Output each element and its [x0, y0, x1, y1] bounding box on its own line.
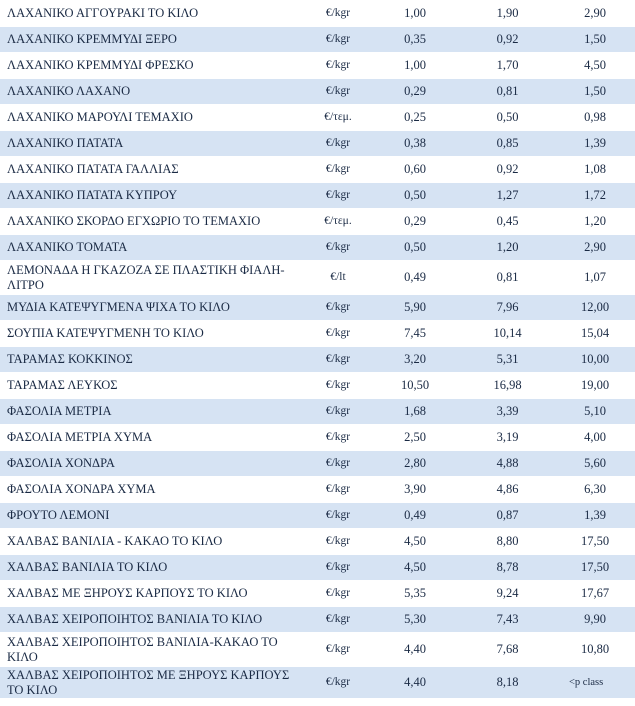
cell-max: 12,00 — [555, 295, 635, 321]
cell-name: ΤΑΡΑΜΑΣ ΛΕΥΚΟΣ — [0, 373, 306, 399]
cell-avg: 0,45 — [460, 209, 555, 235]
cell-name: ΛΑΧΑΝΙΚΟ ΠΑΤΑΤΑ — [0, 131, 306, 157]
cell-avg: 0,87 — [460, 503, 555, 529]
table-row — [0, 1, 635, 27]
table-row — [0, 295, 635, 321]
cell-name: ΧΑΛΒΑΣ ΜΕ ΞΗΡΟΥΣ ΚΑΡΠΟΥΣ ΤΟ ΚΙΛΟ — [0, 581, 306, 607]
cell-avg: 0,92 — [460, 27, 555, 53]
cell-unit: €/τεμ. — [306, 105, 370, 131]
cell-max: 2,90 — [555, 1, 635, 27]
cell-max: 1,72 — [555, 183, 635, 209]
cell-min: 1,00 — [370, 53, 460, 79]
cell-avg: 4,86 — [460, 477, 555, 503]
cell-max: 1,08 — [555, 157, 635, 183]
cell-max: 6,30 — [555, 477, 635, 503]
cell-name: ΤΑΡΑΜΑΣ ΚΟΚΚΙΝΟΣ — [0, 347, 306, 373]
table-row — [0, 347, 635, 373]
cell-name: ΛΑΧΑΝΙΚΟ ΠΑΤΑΤΑ ΚΥΠΡΟΥ — [0, 183, 306, 209]
cell-avg: 5,31 — [460, 347, 555, 373]
cell-unit: €/kgr — [306, 183, 370, 209]
cell-avg: 1,90 — [460, 1, 555, 27]
cell-min: 5,30 — [370, 607, 460, 633]
cell-min: 4,40 — [370, 633, 460, 667]
cell-name: ΧΑΛΒΑΣ ΧΕΙΡΟΠΟΙΗΤΟΣ ΒΑΝΙΛΙΑ ΤΟ ΚΙΛΟ — [0, 607, 306, 633]
cell-min: 0,38 — [370, 131, 460, 157]
cell-name: ΧΑΛΒΑΣ ΧΕΙΡΟΠΟΙΗΤΟΣ ΜΕ ΞΗΡΟΥΣ ΚΑΡΠΟΥΣ ΤΟ ΚΙΛΟ — [0, 667, 306, 699]
cell-min: 0,29 — [370, 79, 460, 105]
cell-name: ΛΕΜΟΝΑΔΑ Η ΓΚΑΖΟΖΑ ΣΕ ΠΛΑΣΤΙΚΗ ΦΙΑΛΗ-ΛΙΤΡΟ — [0, 261, 306, 295]
cell-name: ΛΑΧΑΝΙΚΟ ΤΟΜΑΤΑ — [0, 235, 306, 261]
cell-avg: 0,81 — [460, 79, 555, 105]
cell-name: ΛΑΧΑΝΙΚΟ ΜΑΡΟΥΛΙ ΤΕΜΑΧΙΟ — [0, 105, 306, 131]
cell-max: 9,90 — [555, 607, 635, 633]
cell-name: ΛΑΧΑΝΙΚΟ ΚΡΕΜΜΥΔΙ ΦΡΕΣΚΟ — [0, 53, 306, 79]
table-row — [0, 425, 635, 451]
cell-min: 4,40 — [370, 667, 460, 699]
cell-avg: 3,39 — [460, 399, 555, 425]
cell-avg: 7,96 — [460, 295, 555, 321]
cell-max: 4,00 — [555, 425, 635, 451]
cell-name: ΦΑΣΟΛΙΑ ΧΟΝΔΡΑ ΧΥΜΑ — [0, 477, 306, 503]
cell-avg: 1,70 — [460, 53, 555, 79]
cell-max: 10,80 — [555, 633, 635, 667]
cell-unit: €/kgr — [306, 235, 370, 261]
cell-name: ΛΑΧΑΝΙΚΟ ΠΑΤΑΤΑ ΓΑΛΛΙΑΣ — [0, 157, 306, 183]
cell-unit: €/kgr — [306, 607, 370, 633]
cell-min: 7,45 — [370, 321, 460, 347]
cell-unit: €/kgr — [306, 157, 370, 183]
cell-min: 2,50 — [370, 425, 460, 451]
cell-name: ΧΑΛΒΑΣ ΒΑΝΙΛΙΑ - ΚΑΚΑΟ ΤΟ ΚΙΛΟ — [0, 529, 306, 555]
cell-max: 15,04 — [555, 321, 635, 347]
cell-name: ΧΑΛΒΑΣ ΒΑΝΙΛΙΑ ΤΟ ΚΙΛΟ — [0, 555, 306, 581]
cell-name: ΦΑΣΟΛΙΑ ΜΕΤΡΙΑ ΧΥΜΑ — [0, 425, 306, 451]
table-row — [0, 183, 635, 209]
cell-avg: 8,18 — [460, 667, 555, 699]
table-row — [0, 607, 635, 633]
cell-avg: 0,85 — [460, 131, 555, 157]
cell-unit: €/kgr — [306, 347, 370, 373]
cell-min: 0,35 — [370, 27, 460, 53]
cell-min: 0,25 — [370, 105, 460, 131]
cell-name: ΣΟΥΠΙΑ ΚΑΤΕΨΥΓΜΕΝΗ ΤΟ ΚΙΛΟ — [0, 321, 306, 347]
cell-max: 1,20 — [555, 209, 635, 235]
cell-min: 1,68 — [370, 399, 460, 425]
cell-min: 0,49 — [370, 261, 460, 295]
table-row — [0, 373, 635, 399]
table-row — [0, 79, 635, 105]
cell-min: 5,35 — [370, 581, 460, 607]
table-row — [0, 633, 635, 667]
cell-avg: 9,24 — [460, 581, 555, 607]
cell-unit: €/kgr — [306, 321, 370, 347]
cell-min: 4,50 — [370, 529, 460, 555]
cell-unit: €/kgr — [306, 399, 370, 425]
cell-avg: 10,14 — [460, 321, 555, 347]
cell-min: 5,90 — [370, 295, 460, 321]
cell-unit: €/kgr — [306, 27, 370, 53]
cell-max: 1,39 — [555, 131, 635, 157]
table-row — [0, 53, 635, 79]
cell-min: 1,00 — [370, 1, 460, 27]
cell-max: 19,00 — [555, 373, 635, 399]
table-row — [0, 503, 635, 529]
table-row — [0, 667, 635, 699]
cell-max: 17,50 — [555, 529, 635, 555]
cell-name: ΧΑΛΒΑΣ ΧΕΙΡΟΠΟΙΗΤΟΣ ΒΑΝΙΛΙΑ-ΚΑΚΑΟ ΤΟ ΚΙΛΟ — [0, 633, 306, 667]
table-row — [0, 131, 635, 157]
cell-unit: €/kgr — [306, 53, 370, 79]
cell-name: ΦΡΟΥΤΟ ΛΕΜΟΝΙ — [0, 503, 306, 529]
cell-avg: 16,98 — [460, 373, 555, 399]
cell-unit: €/kgr — [306, 477, 370, 503]
cell-max: 10,00 — [555, 347, 635, 373]
cell-avg: 8,78 — [460, 555, 555, 581]
table-row — [0, 451, 635, 477]
cell-name: ΜΥΔΙΑ ΚΑΤΕΨΥΓΜΕΝΑ ΨΙΧΑ ΤΟ ΚΙΛΟ — [0, 295, 306, 321]
cell-max: 1,39 — [555, 503, 635, 529]
cell-max: 1,07 — [555, 261, 635, 295]
table-row — [0, 105, 635, 131]
table-row — [0, 261, 635, 295]
table-row — [0, 209, 635, 235]
cell-min: 3,90 — [370, 477, 460, 503]
price-table-body — [0, 1, 635, 699]
cell-avg: 0,81 — [460, 261, 555, 295]
table-row — [0, 27, 635, 53]
cell-unit: €/kgr — [306, 131, 370, 157]
cell-max: 5,10 — [555, 399, 635, 425]
cell-max: 1,50 — [555, 27, 635, 53]
cell-min: 10,50 — [370, 373, 460, 399]
cell-max: 5,60 — [555, 451, 635, 477]
cell-name: ΛΑΧΑΝΙΚΟ ΛΑΧΑΝΟ — [0, 79, 306, 105]
table-row — [0, 235, 635, 261]
cell-unit: €/kgr — [306, 425, 370, 451]
cell-unit: €/lt — [306, 261, 370, 295]
cell-unit: €/kgr — [306, 79, 370, 105]
cell-name: ΦΑΣΟΛΙΑ ΧΟΝΔΡΑ — [0, 451, 306, 477]
cell-max: 17,50 — [555, 555, 635, 581]
cell-avg: 0,92 — [460, 157, 555, 183]
table-row — [0, 581, 635, 607]
cell-min: 0,50 — [370, 235, 460, 261]
table-row — [0, 157, 635, 183]
table-row — [0, 399, 635, 425]
cell-unit: €/kgr — [306, 451, 370, 477]
cell-unit: €/kgr — [306, 667, 370, 699]
table-row — [0, 555, 635, 581]
table-row — [0, 477, 635, 503]
cell-unit: €/kgr — [306, 373, 370, 399]
cell-unit: €/kgr — [306, 529, 370, 555]
cell-min: 3,20 — [370, 347, 460, 373]
cell-name: ΦΑΣΟΛΙΑ ΜΕΤΡΙΑ — [0, 399, 306, 425]
cell-max: 1,50 — [555, 79, 635, 105]
cell-avg: 7,68 — [460, 633, 555, 667]
cell-max: <p class — [555, 667, 635, 699]
cell-unit: €/kgr — [306, 1, 370, 27]
cell-max: 2,90 — [555, 235, 635, 261]
table-row — [0, 529, 635, 555]
cell-avg: 1,27 — [460, 183, 555, 209]
cell-min: 0,60 — [370, 157, 460, 183]
cell-min: 0,50 — [370, 183, 460, 209]
cell-min: 0,49 — [370, 503, 460, 529]
cell-avg: 1,20 — [460, 235, 555, 261]
cell-avg: 8,80 — [460, 529, 555, 555]
cell-avg: 3,19 — [460, 425, 555, 451]
cell-unit: €/kgr — [306, 581, 370, 607]
cell-name: ΛΑΧΑΝΙΚΟ ΣΚΟΡΔΟ ΕΓΧΩΡΙΟ ΤΟ ΤΕΜΑΧΙΟ — [0, 209, 306, 235]
cell-avg: 7,43 — [460, 607, 555, 633]
cell-name: ΛΑΧΑΝΙΚΟ ΚΡΕΜΜΥΔΙ ΞΕΡΟ — [0, 27, 306, 53]
cell-unit: €/kgr — [306, 555, 370, 581]
cell-avg: 4,88 — [460, 451, 555, 477]
cell-unit: €/kgr — [306, 295, 370, 321]
cell-min: 2,80 — [370, 451, 460, 477]
cell-min: 4,50 — [370, 555, 460, 581]
cell-unit: €/kgr — [306, 503, 370, 529]
cell-name: ΛΑΧΑΝΙΚΟ ΑΓΓΟΥΡΑΚΙ ΤΟ ΚΙΛΟ — [0, 1, 306, 27]
table-row — [0, 321, 635, 347]
cell-max: 4,50 — [555, 53, 635, 79]
cell-max: 17,67 — [555, 581, 635, 607]
cell-avg: 0,50 — [460, 105, 555, 131]
cell-max: 0,98 — [555, 105, 635, 131]
cell-min: 0,29 — [370, 209, 460, 235]
cell-unit: €/τεμ. — [306, 209, 370, 235]
cell-unit: €/kgr — [306, 633, 370, 667]
